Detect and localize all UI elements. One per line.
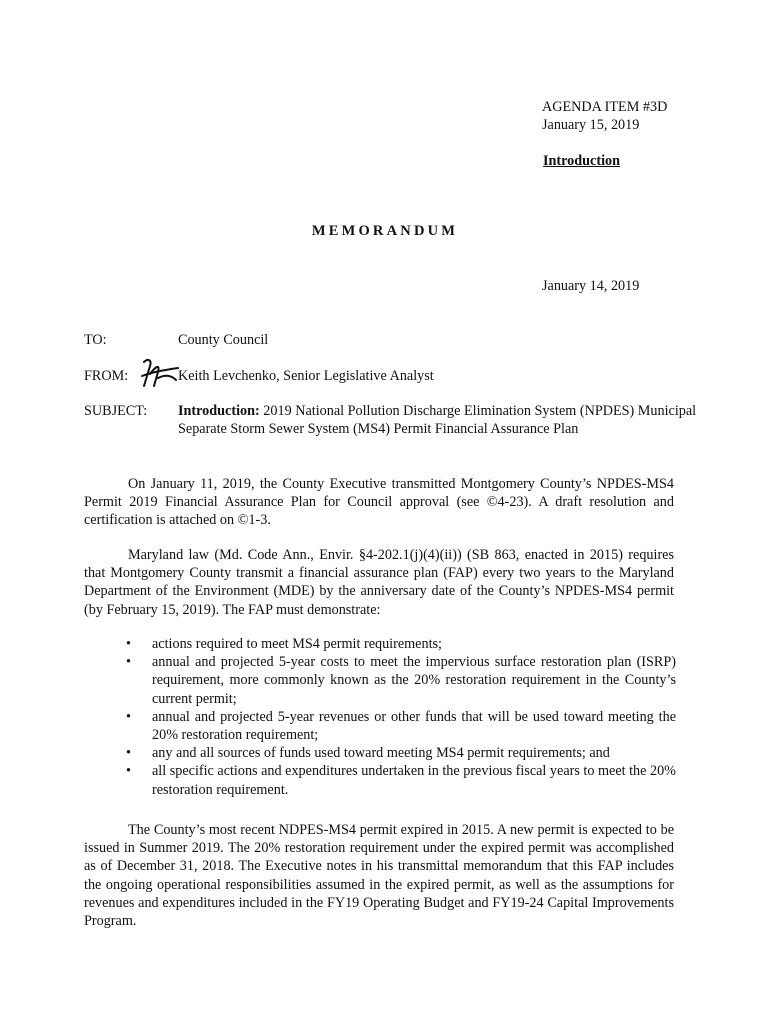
- signature-initials-icon: [138, 356, 180, 390]
- list-item-text: any and all sources of funds used toward meeting MS4 permit requirements; and: [152, 745, 610, 762]
- agenda-date: January 15, 2019: [542, 117, 640, 134]
- agenda-item: AGENDA ITEM #3D: [542, 99, 668, 115]
- subject-label: SUBJECT:: [84, 403, 148, 419]
- subject-bold: Introduction:: [178, 403, 260, 419]
- bullet-icon: •: [126, 745, 131, 762]
- paragraph-1: [84, 475, 674, 530]
- list-item: [124, 653, 676, 708]
- paragraph-2: [84, 546, 674, 619]
- requirements-list: [124, 635, 676, 799]
- from-value: Keith Levchenko, Senior Legislative Analyst: [178, 368, 434, 384]
- list-item: [124, 635, 676, 653]
- bullet-icon: •: [126, 763, 131, 780]
- memo-date: January 14, 2019: [542, 278, 640, 294]
- agenda-block: [542, 98, 722, 134]
- from-label: FROM:: [84, 368, 129, 384]
- bullet-icon: •: [126, 708, 131, 725]
- subject-value: [178, 402, 698, 438]
- paragraph-2-text: Maryland law (Md. Code Ann., Envir. §4-202.1(j)(4)(ii)) (SB 863, enacted in 2015) requires that Montgomery County transmit a financial assurance plan (FAP) every two years to the Maryland Department of the Environment (MDE) by the anniversary date of the County’s NPDES-MS4 permit (by February 15, 2019). The FAP must demonstrate:: [84, 547, 674, 618]
- list-item-text: annual and projected 5-year revenues or other funds that will be used toward meeting the 20% restoration requirement;: [152, 708, 676, 744]
- introduction-label: Introduction: [543, 153, 620, 169]
- bullet-icon: •: [126, 654, 131, 671]
- paragraph-3: [84, 821, 674, 930]
- list-item-text: all specific actions and expenditures undertaken in the previous fiscal years to meet the 20% restoration requirement.: [152, 763, 676, 798]
- to-label: TO:: [84, 332, 107, 348]
- bullet-icon: •: [126, 636, 131, 652]
- list-item: [124, 762, 676, 798]
- subject-text: 2019 National Pollution Discharge Elimination System (NPDES) Municipal Separate Storm Sewer System (MS4) Permit Financial Assurance Plan: [178, 403, 697, 438]
- to-value: County Council: [178, 332, 269, 348]
- list-item-text: annual and projected 5-year costs to meet the impervious surface restoration plan (ISRP) requirement, more commonly known as the 20% restoration requirement in the County’s current permit;: [152, 654, 676, 707]
- list-item: [124, 708, 676, 744]
- paragraph-3-text: The County’s most recent NDPES-MS4 permit expired in 2015. A new permit is expected to be issued in Summer 2019. The 20% restoration requirement under the expired permit was accomplished as of December 31, 2018. The Executive notes in his transmittal memorandum that this FAP includes the ongoing operational responsibilities assumed in the expired permit, as well as the assumptions for revenues and expenditures included in the FY19 Operating Budget and FY19-24 Capital Improvements Program.: [84, 822, 674, 930]
- paragraph-1-text: On January 11, 2019, the County Executive transmitted Montgomery County’s NPDES-MS4 Permit 2019 Financial Assurance Plan for Council approval (see ©4-23). A draft resolution and certification is attached on ©1-3.: [84, 476, 674, 529]
- memo-title: MEMORANDUM: [311, 223, 459, 239]
- list-item-text: actions required to meet MS4 permit requirements;: [152, 636, 442, 652]
- list-item: [124, 744, 676, 762]
